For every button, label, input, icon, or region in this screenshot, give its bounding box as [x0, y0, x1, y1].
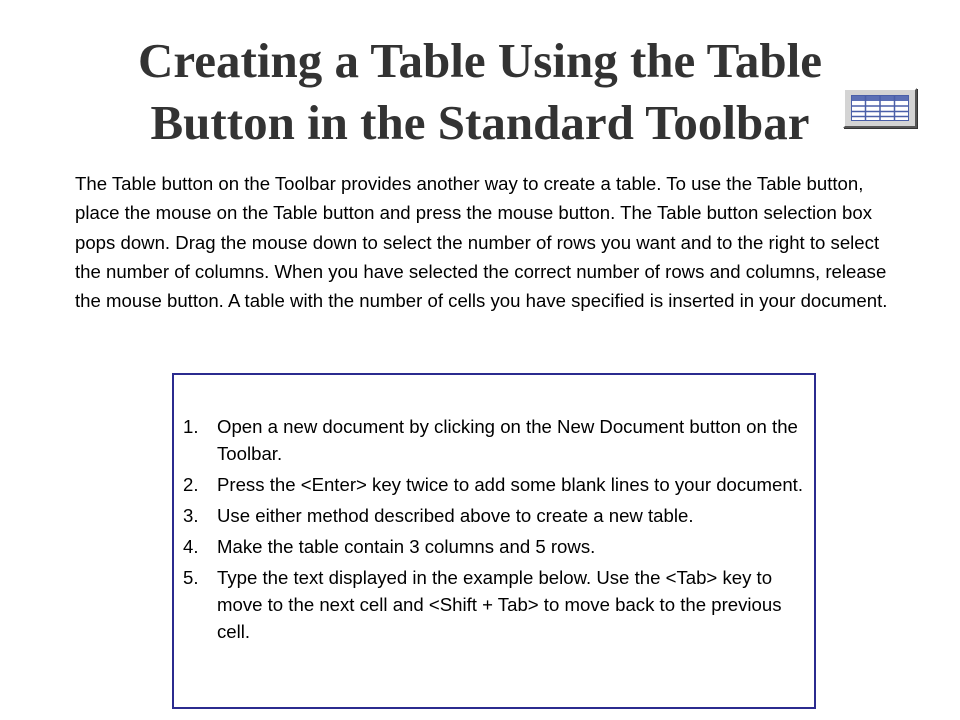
steps-box: [172, 373, 816, 709]
slide-title-line-2: Button in the Standard Toolbar: [150, 95, 810, 150]
step-number: 4.: [183, 536, 199, 557]
steps-list: [183, 413, 811, 649]
step-number: 2.: [183, 474, 199, 495]
slide-title-line-1: Creating a Table Using the Table: [138, 33, 822, 88]
list-item: [183, 502, 811, 529]
intro-paragraph: The Table button on the Toolbar provides another way to create a table. To use the Table button, place the mouse on the Table button and press the mouse button. The Table button selection box pops down. Drag the mouse down to select the number of rows you want and to the right to select the number of columns. When you have selected the correct number of rows and columns, release the mouse button. A table with the number of cells you have specified is inserted in your document.: [75, 173, 888, 312]
list-item: [183, 533, 811, 560]
slide-title: [40, 30, 920, 154]
step-number: 1.: [183, 416, 199, 437]
step-text: Press the <Enter> key twice to add some blank lines to your document.: [217, 474, 804, 495]
list-item: [183, 413, 811, 467]
step-text: Type the text displayed in the example below. Use the <Tab> key to move to the next cell and <Shift + Tab> to move back to the previous cell.: [217, 567, 782, 642]
step-number: 5.: [183, 567, 199, 588]
step-text: Use either method described above to create a new table.: [217, 505, 694, 526]
list-item: [183, 564, 811, 645]
table-grid-graphic: [851, 95, 909, 121]
step-text: Open a new document by clicking on the New Document button on the Toolbar.: [217, 416, 798, 464]
table-grid-icon: [843, 88, 917, 128]
step-number: 3.: [183, 505, 199, 526]
step-text: Make the table contain 3 columns and 5 rows.: [217, 536, 596, 557]
list-item: [183, 471, 811, 498]
